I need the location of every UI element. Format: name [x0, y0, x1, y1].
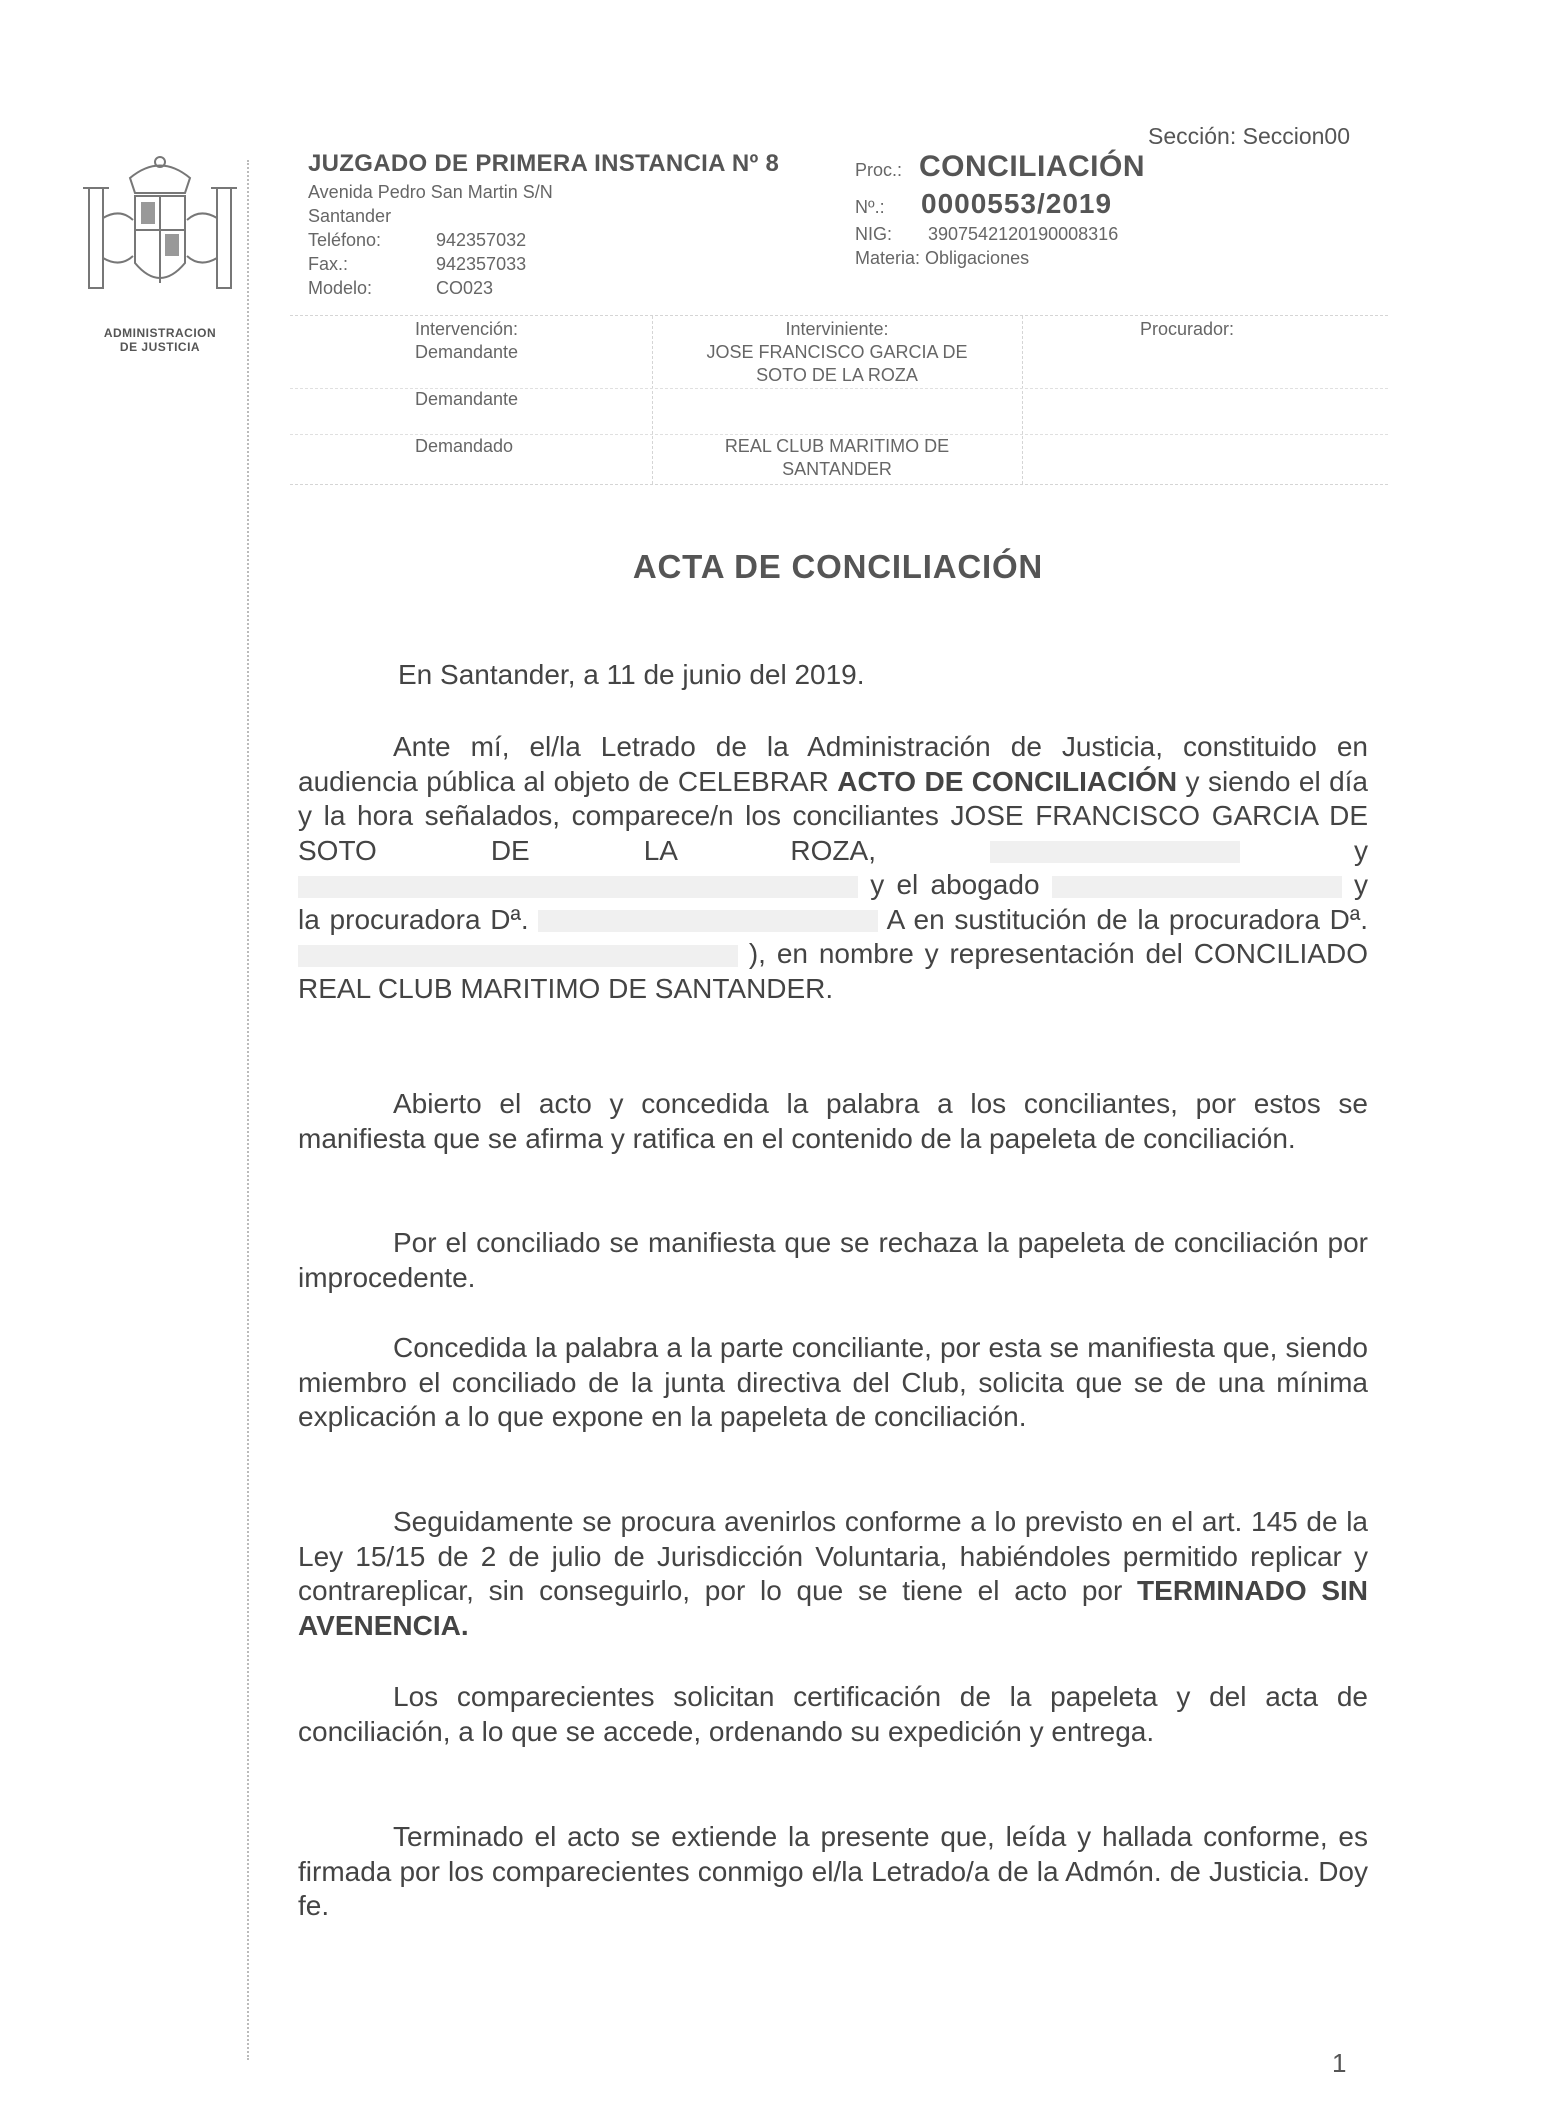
margin-line — [247, 160, 249, 2060]
procedure-type: CONCILIACIÓN — [919, 150, 1145, 183]
modelo-row: Modelo: CO023 — [308, 278, 494, 298]
court-name: JUZGADO DE PRIMERA INSTANCIA Nº 8 — [308, 150, 780, 177]
date-line: En Santander, a 11 de junio del 2019. — [398, 659, 865, 690]
document-title: ACTA DE CONCILIACIÓN — [632, 548, 1044, 585]
procedure-block: Proc.: CONCILIACIÓN Nº.: 0000553/2019 NIG: 3907542120190008316 Materia: Obligaciones — [855, 150, 1145, 268]
nig-value: 3907542120190008316 — [928, 224, 1119, 244]
party-role: Demandante — [415, 389, 519, 409]
court-info — [308, 180, 553, 300]
court-city: Santander — [308, 206, 392, 226]
col-intervencion: Intervención: — [415, 319, 519, 339]
paragraph-4: Concedida la palabra a la parte conciliante, por esta se manifiesta que, siendo miembro el conciliado de la junta directiva del Club, solicita que se de una mínima explicación a lo que expone en la papeleta de conciliación. — [298, 1332, 1368, 1432]
paragraph-6: Los comparecientes solicitan certificación de la papeleta y del acta de conciliación, a lo que se accede, ordenando su expedición y entrega. — [298, 1681, 1368, 1747]
paragraph-1: Ante mí, el/la Letrado de la Administración de Justicia, constituido en audiencia pública al objeto de CELEBRAR ACTO DE CONCILIACIÓN y siendo el día y la hora señalados, comparece/n los conciliantes JOSE FRANCISCO GARCIA DE SOTO DE LA ROZA, y y el abogado y la procuradora Dª. A en sustitución de la procuradora Dª. ), en nombre y representación del CONCILIADO REAL CLUB MARITIMO DE SANTANDER. — [298, 731, 1369, 1004]
party-name: REAL CLUB MARITIMO DE SANTANDER — [724, 436, 950, 479]
paragraph-2: Abierto el acto y concedida la palabra a los conciliantes, por estos se manifiesta que se afirma y ratifica en el contenido de la papeleta de conciliación. — [298, 1088, 1368, 1154]
fax-row: Fax.: 942357033 — [308, 254, 527, 274]
party-role: Demandante — [415, 342, 519, 362]
coat-of-arms-icon — [75, 148, 245, 318]
parties-table — [290, 315, 1388, 485]
court-address: Avenida Pedro San Martin S/N — [308, 182, 553, 202]
seccion-label: Sección: Seccion00 — [1148, 123, 1351, 149]
admin-justicia-label: ADMINISTRACION DE JUSTICIA — [103, 326, 217, 354]
case-number: 0000553/2019 — [921, 188, 1113, 219]
telefono-row: Teléfono: 942357032 — [308, 230, 527, 250]
materia: Materia: Obligaciones — [855, 248, 1030, 268]
page-number: 1 — [1332, 2048, 1347, 2078]
col-procurador: Procurador: — [1140, 319, 1235, 339]
paragraph-7: Terminado el acto se extiende la presente que, leída y hallada conforme, es firmada por los comparecientes conmigo el/la Letrado/a de la Admón. de Justicia. Doy fe. — [298, 1821, 1368, 1921]
col-interviniente: Interviniente: — [785, 319, 889, 339]
party-name: JOSE FRANCISCO GARCIA DE SOTO DE LA ROZA — [706, 342, 968, 385]
paragraph-5: Seguidamente se procura avenirlos conforme a lo previsto en el art. 145 de la Ley 15/15 de 2 de julio de Jurisdicción Voluntaria, habiéndoles permitido replicar y contrareplicar, sin conseguirlo, por lo que se tiene el acto por TERMINADO SIN AVENENCIA. — [298, 1506, 1368, 1641]
paragraph-3: Por el conciliado se manifiesta que se rechaza la papeleta de conciliación por improcedente. — [298, 1227, 1368, 1293]
party-role: Demandado — [415, 436, 514, 456]
